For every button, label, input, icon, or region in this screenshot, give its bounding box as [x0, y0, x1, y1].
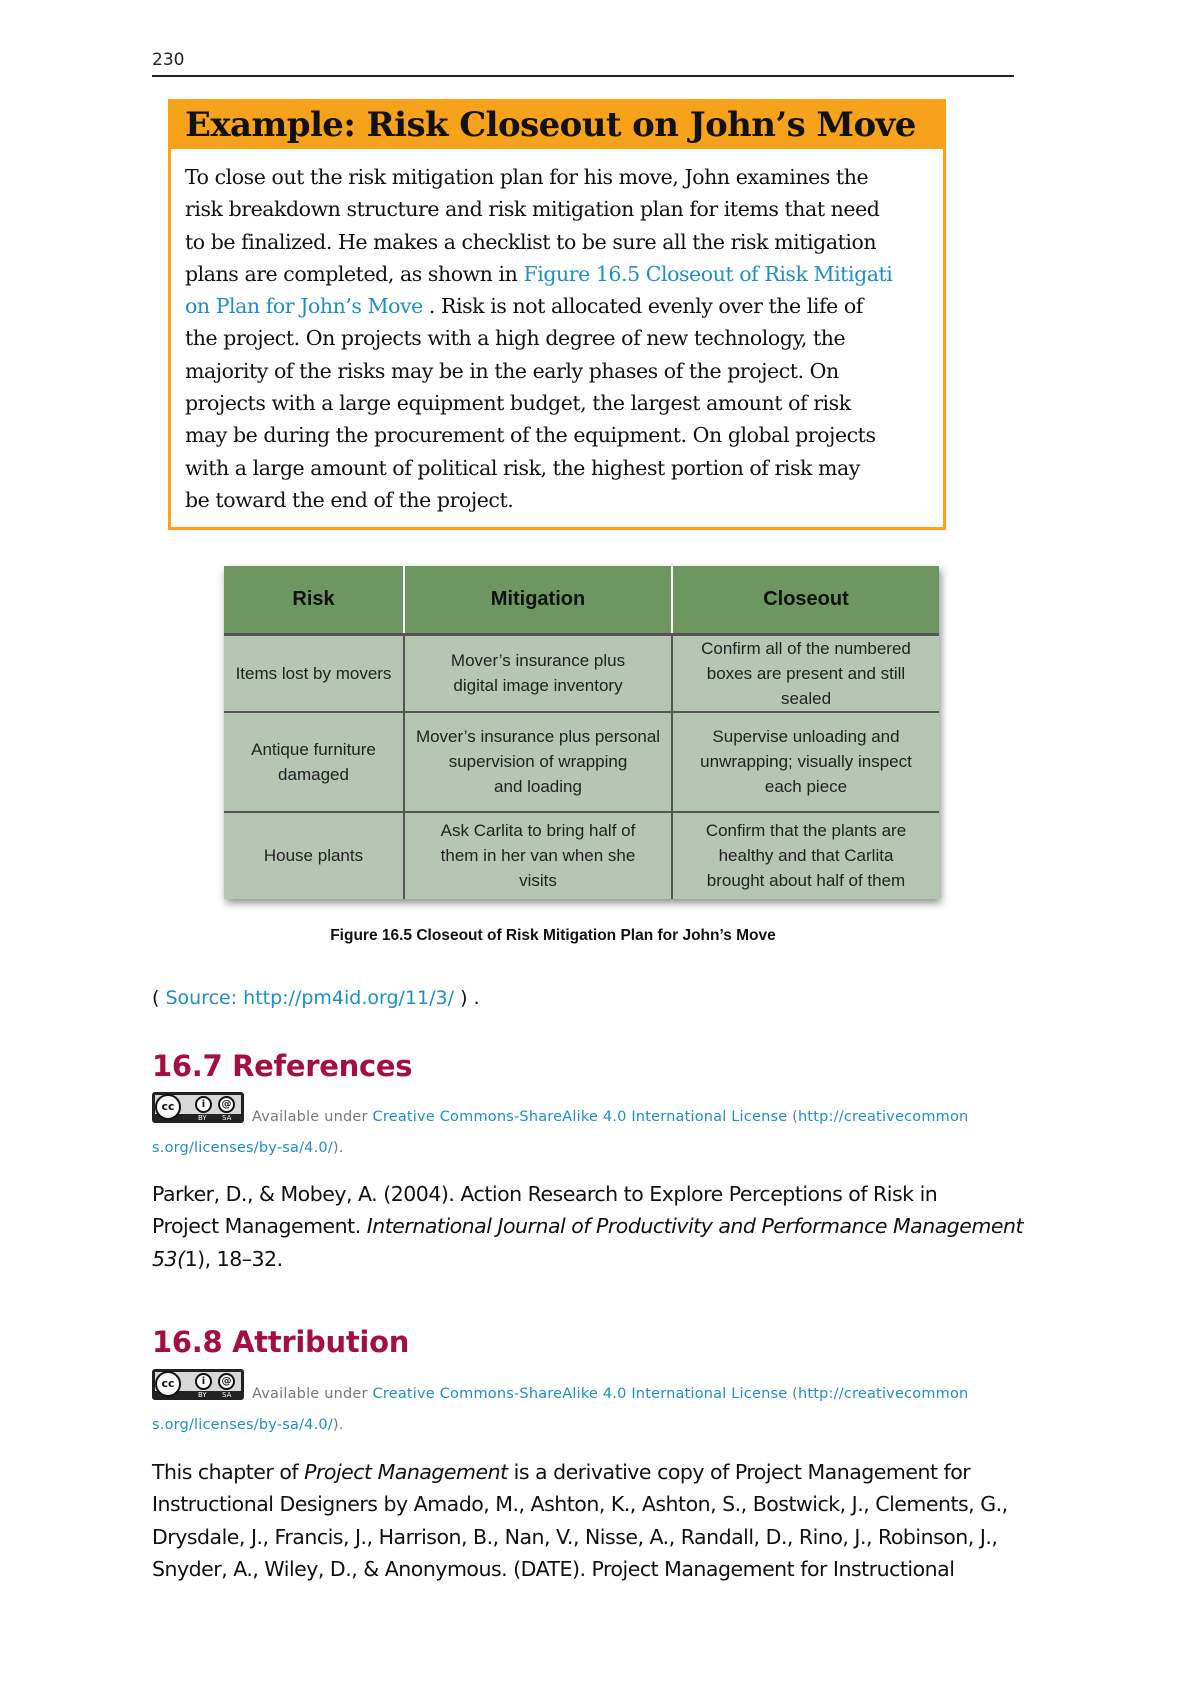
volume: 53( — [152, 1246, 185, 1271]
attribution-line: Drysdale, J., Francis, J., Harrison, B., Nan, V., Nisse, A., Randall, D., Rino, J., Robinson, J., — [152, 1524, 998, 1549]
example-line: projects with a large equipment budget, the largest amount of risk — [185, 391, 851, 416]
cell-line: brought about half of them — [706, 871, 906, 891]
license-line — [252, 1109, 968, 1125]
risk-cell — [224, 712, 404, 812]
license-open: ( — [787, 1386, 799, 1402]
page-number: 230 — [152, 50, 185, 70]
cell-line: Antique furniture — [251, 739, 376, 759]
attribution-heading: 16.8 Attribution — [152, 1325, 410, 1359]
cell-line: them in her van when she — [440, 846, 636, 866]
mitigation-cell — [404, 634, 672, 712]
by-label: BY — [198, 1114, 207, 1122]
references-heading: 16.7 References — [152, 1049, 413, 1083]
citation-line — [152, 1243, 1032, 1275]
attribution-line — [152, 1456, 1032, 1488]
cell-line: Items lost by movers — [235, 663, 392, 683]
example-line-text: . Risk is not allocated evenly over the life of — [422, 294, 863, 319]
example-line: may be during the procurement of the equipment. On global projects — [185, 423, 876, 448]
license-line — [252, 1386, 968, 1402]
journal-title: International Journal of Productivity and Performance Management — [366, 1214, 1023, 1239]
source-suffix: ) . — [454, 987, 480, 1009]
example-line: the project. On projects with a high degree of new technology, the — [185, 326, 846, 351]
figure-image — [224, 566, 939, 899]
cell-line: House plants — [263, 846, 364, 866]
cc-icon: cc — [155, 1094, 181, 1120]
mitigation-cell — [404, 712, 672, 812]
license-open: ( — [787, 1109, 799, 1125]
table-row — [224, 712, 939, 812]
cell-line: visits — [519, 871, 557, 891]
by-label: BY — [198, 1391, 207, 1399]
table-row — [224, 812, 939, 900]
example-title: Example: Risk Closeout on John’s Move — [171, 102, 943, 149]
figure-link-continued[interactable]: on Plan for John’s Move — [185, 294, 423, 319]
sa-icon: @ — [218, 1373, 235, 1390]
example-line: be toward the end of the project. — [185, 487, 514, 512]
example-line — [185, 290, 929, 322]
table-row — [224, 634, 939, 712]
cc-license-badge[interactable] — [152, 1092, 244, 1123]
cell-line: each piece — [764, 777, 848, 796]
header-rule — [152, 75, 1014, 77]
sa-label: SA — [222, 1114, 232, 1122]
risk-cell — [224, 634, 404, 712]
attribution-text-part: is a derivative copy of Project Management for — [507, 1460, 971, 1484]
cell-line: Mover’s insurance plus — [450, 651, 626, 670]
table-header-row — [224, 566, 939, 634]
by-icon: i — [195, 1373, 212, 1390]
column-header-mitigation: Mitigation — [404, 566, 672, 634]
example-body — [171, 149, 943, 516]
license-url-link-continued[interactable]: s.org/licenses/by-sa/4.0/ — [152, 1417, 333, 1433]
cell-line: boxes are present and still sealed — [706, 663, 906, 708]
attribution-text-part: This chapter of — [152, 1460, 305, 1484]
mitigation-cell — [404, 812, 672, 900]
example-line-text: plans are completed, as shown in — [185, 261, 524, 286]
badge-labels — [190, 1391, 240, 1400]
column-header-risk: Risk — [224, 566, 404, 634]
cell-line: Confirm that the plants are — [705, 821, 907, 841]
cell-line: Confirm all of the numbered — [701, 638, 911, 658]
source-prefix: ( — [152, 987, 166, 1009]
closeout-cell — [672, 812, 939, 900]
example-line: To close out the risk mitigation plan for his move, John examines the — [185, 165, 869, 189]
example-line: risk breakdown structure and risk mitigation plan for items that need — [185, 197, 880, 222]
license-line-continued — [152, 1140, 344, 1156]
sa-label: SA — [222, 1391, 232, 1399]
license-name-link[interactable]: Creative Commons-ShareAlike 4.0 International License — [372, 1386, 788, 1402]
cc-license-badge[interactable] — [152, 1369, 244, 1400]
available-label: Available under — [252, 1109, 373, 1125]
badge-labels — [190, 1114, 240, 1123]
license-url-link[interactable]: http://creativecommon — [798, 1386, 969, 1402]
cell-line: Mover’s insurance plus personal — [415, 727, 661, 746]
license-url-link-continued[interactable]: s.org/licenses/by-sa/4.0/ — [152, 1140, 333, 1156]
risk-cell — [224, 812, 404, 900]
closeout-cell — [672, 712, 939, 812]
source-link[interactable]: Source: http://pm4id.org/11/3/ — [165, 987, 455, 1009]
cell-line: supervision of wrapping — [448, 752, 628, 771]
example-box — [168, 99, 946, 530]
citation-text: Project Management. — [152, 1214, 367, 1239]
attribution-line: Snyder, A., Wiley, D., & Anonymous. (DATE). Project Management for Instructional — [152, 1556, 955, 1581]
citation-line: Parker, D., & Mobey, A. (2004). Action Research to Explore Perceptions of Risk in — [152, 1182, 938, 1206]
cc-icon: cc — [155, 1371, 181, 1397]
license-close: ). — [332, 1140, 344, 1156]
example-line: to be finalized. He makes a checklist to be sure all the risk mitigation — [185, 229, 877, 254]
by-icon: i — [195, 1096, 212, 1113]
source-line — [152, 987, 480, 1009]
cell-line: damaged — [278, 764, 349, 784]
license-line-continued — [152, 1417, 344, 1433]
available-label: Available under — [252, 1386, 373, 1402]
cell-line: and loading — [494, 777, 582, 796]
column-header-closeout: Closeout — [672, 566, 939, 634]
closeout-cell — [672, 634, 939, 712]
cell-line: Supervise unloading and — [712, 727, 900, 746]
example-line — [185, 258, 929, 290]
sa-icon: @ — [218, 1096, 235, 1113]
figure-link[interactable]: Figure 16.5 Closeout of Risk Mitigati — [523, 261, 893, 286]
license-name-link[interactable]: Creative Commons-ShareAlike 4.0 International License — [372, 1109, 788, 1125]
citation-line — [152, 1210, 1032, 1242]
cell-line: Ask Carlita to bring half of — [440, 821, 636, 841]
example-line: majority of the risks may be in the early phases of the project. On — [185, 358, 839, 383]
figure-caption: Figure 16.5 Closeout of Risk Mitigation Plan for John’s Move — [330, 927, 776, 944]
example-line: with a large amount of political risk, the highest portion of risk may — [185, 455, 860, 480]
attribution-text — [152, 1456, 1032, 1585]
cell-line: digital image inventory — [453, 676, 623, 695]
cell-line: healthy and that Carlita — [718, 846, 894, 866]
attribution-line: Instructional Designers by Amado, M., Ashton, K., Ashton, S., Bostwick, J., Clements, G., — [152, 1492, 1008, 1517]
reference-citation — [152, 1178, 1032, 1275]
closeout-table — [224, 566, 939, 899]
cell-line: unwrapping; visually inspect — [700, 752, 912, 771]
license-url-link[interactable]: http://creativecommon — [798, 1109, 969, 1125]
book-title: Project Management — [304, 1460, 508, 1484]
license-close: ). — [332, 1417, 344, 1433]
citation-text: 1), 18–32. — [184, 1246, 283, 1271]
